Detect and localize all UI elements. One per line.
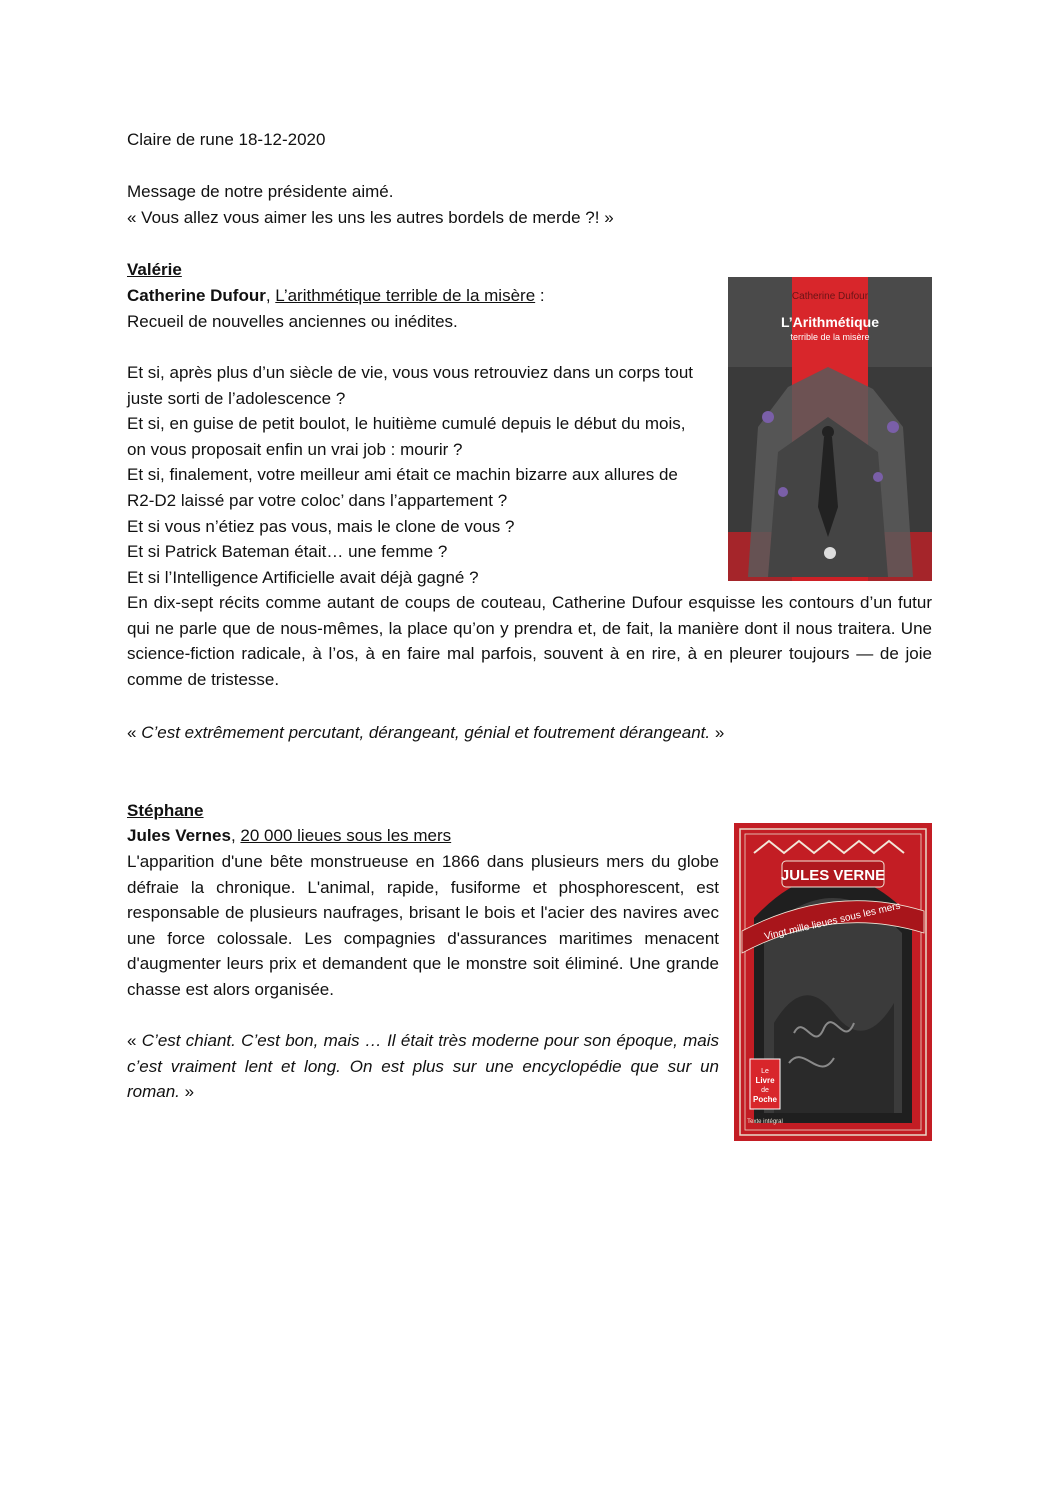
quote-open-mark: « xyxy=(127,1031,142,1050)
quote-text: C’est chiant. C’est bon, mais … Il était très moderne pour son époque, mais c’est vraiment lent et long. On est plus sur une encyclopédie que sur un roman. xyxy=(127,1031,719,1102)
quote-text: C’est extrêmement percutant, dérangeant, génial et foutrement dérangeant. xyxy=(141,723,711,742)
badge-line: Livre xyxy=(755,1076,775,1085)
cover-author-text: Catherine Dufour xyxy=(791,291,869,302)
book-title: L’arithmétique terrible de la misère xyxy=(275,286,536,305)
reviewer-name: Valérie xyxy=(127,260,182,279)
book-author: Jules Vernes xyxy=(127,826,231,845)
summary-line: Et si, après plus d’un siècle de vie, vous vous retrouviez dans un corps tout xyxy=(127,363,694,382)
summary-line: on vous proposait enfin un vrai job : mourir ? xyxy=(127,440,463,459)
quote-close-mark: » xyxy=(710,723,725,742)
cover-author-text: JULES VERNE xyxy=(780,867,886,884)
book-title: 20 000 lieues sous les mers xyxy=(240,826,452,845)
heading-suffix: : xyxy=(535,286,545,305)
cover-illustration xyxy=(734,823,932,1141)
review-quote xyxy=(127,720,724,746)
book-cover-arithmetique xyxy=(728,277,932,581)
document-title-line: Claire de rune 18-12-2020 xyxy=(127,130,326,149)
summary-line: R2-D2 laissé par votre coloc’ dans l’appartement ? xyxy=(127,491,508,510)
summary-paragraph: En dix-sept récits comme autant de coups de couteau, Catherine Dufour esquisse les contours d’un futur qui ne parle que de nous-mêmes, la place qu’on y prendra et, de fait, la manière dont il nous traitera. Une science-fiction radicale, à l’os, à en faire mal parfois, souvent à en rire, à en pleurer toujours — de joie comme de tristesse. xyxy=(127,593,932,689)
message-intro: Message de notre présidente aimé. xyxy=(127,182,394,201)
cover-illustration xyxy=(728,277,932,581)
summary-paragraph: L'apparition d'une bête monstrueuse en 1866 dans plusieurs mers du globe défraie la chronique. L'animal, rapide, fusiforme et phosphorescent, est responsable de plusieurs naufrages, brisant le bois et l'acier des navires avec une force colossale. Les compagnies d'assurances maritimes menacent d'augmenter leurs prix et demandent que le monstre soit éliminé. Une grande chasse est alors organisée. xyxy=(127,852,719,999)
book-cover-vingt-mille-lieues xyxy=(734,823,932,1141)
summary-line: Et si l’Intelligence Artificielle avait déjà gagné ? xyxy=(127,568,479,587)
summary-line: Recueil de nouvelles anciennes ou inédites. xyxy=(127,312,458,331)
summary-line: Et si vous n’étiez pas vous, mais le clone de vous ? xyxy=(127,517,515,536)
quote-open-mark: « xyxy=(127,723,142,742)
summary-line: Et si, finalement, votre meilleur ami était ce machin bizarre aux allures de xyxy=(127,465,678,484)
cover-bottom-text: Texte intégral xyxy=(747,1119,783,1125)
cover-title-line2: terrible de la misère xyxy=(790,332,870,342)
review-quote xyxy=(127,1028,719,1105)
reviewer-name: Stéphane xyxy=(127,801,204,820)
quote-close-mark: » xyxy=(179,1082,195,1102)
heading-separator: , xyxy=(230,826,241,845)
cover-title-line1: L’Arithmétique xyxy=(780,314,880,330)
book-heading xyxy=(127,283,545,309)
summary-line: Et si, en guise de petit boulot, le huitième cumulé depuis le début du mois, xyxy=(127,414,686,433)
badge-line: Poche xyxy=(752,1095,778,1104)
summary-line: Et si Patrick Bateman était… une femme ? xyxy=(127,542,448,561)
cover-title-text: Vingt mille lieues sous les mers xyxy=(763,900,902,943)
message-quote: « Vous allez vous aimer les uns les autres bordels de merde ?! » xyxy=(127,208,614,227)
heading-separator: , xyxy=(265,286,276,305)
badge-line: de xyxy=(761,1087,769,1094)
publisher-logo-icon xyxy=(824,547,836,559)
badge-line: Le xyxy=(761,1068,769,1075)
book-heading xyxy=(127,823,451,849)
summary-line: juste sorti de l’adolescence ? xyxy=(127,389,346,408)
book-author: Catherine Dufour xyxy=(127,286,266,305)
